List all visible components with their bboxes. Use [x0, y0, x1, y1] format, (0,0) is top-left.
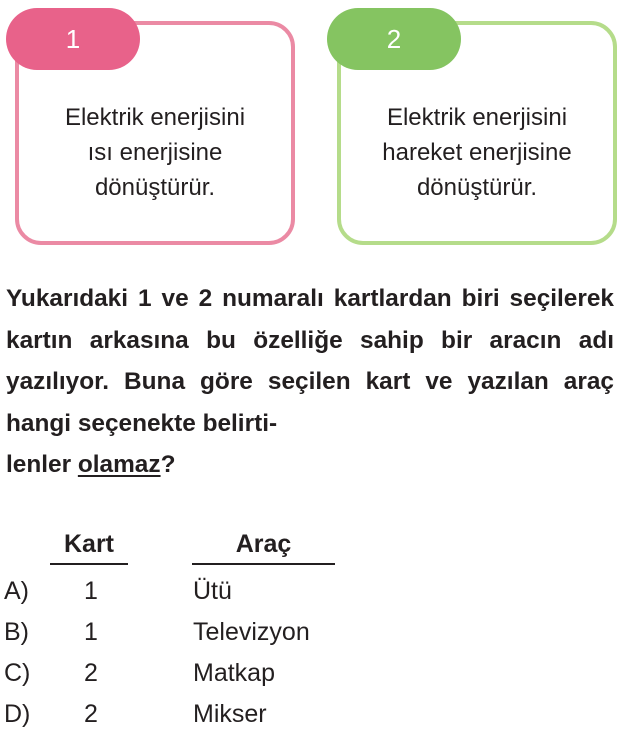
option-d-letter[interactable]: D)	[4, 700, 31, 728]
header-tool: Araç	[235, 530, 292, 558]
card-1-line-3: dönüştürür.	[94, 174, 216, 201]
option-b-letter[interactable]: B)	[4, 618, 29, 646]
option-c-letter[interactable]: C)	[4, 659, 31, 687]
card-1-text	[15, 100, 295, 205]
card-2-line-3: dönüştürür.	[416, 174, 538, 201]
card-1-line-1: Elektrik enerjisini	[64, 104, 246, 131]
card-1-number-badge	[6, 8, 140, 70]
card-2-text	[337, 100, 617, 205]
option-a-card: 1	[84, 577, 98, 605]
card-2-line-1: Elektrik enerjisini	[386, 104, 568, 131]
option-a-letter[interactable]: A)	[4, 577, 29, 605]
question-end: ?	[160, 451, 176, 478]
question-text	[6, 278, 614, 486]
question-part-2: lenler	[6, 451, 78, 478]
header-card-underline	[50, 563, 128, 565]
question-last-line	[6, 444, 614, 486]
option-b-tool: Televizyon	[193, 618, 310, 646]
option-a-tool: Ütü	[193, 577, 232, 605]
question-emphasis: olamaz	[77, 451, 161, 478]
option-d-card: 2	[84, 700, 98, 728]
header-card: Kart	[63, 530, 114, 558]
option-c-tool: Matkap	[193, 659, 275, 687]
card-1-number: 1	[65, 23, 81, 54]
option-c-card: 2	[84, 659, 98, 687]
card-1-line-2: ısı enerjisine	[87, 139, 223, 166]
option-d-tool: Mikser	[193, 700, 267, 728]
header-tool-underline	[192, 563, 335, 565]
card-2-number: 2	[386, 23, 402, 54]
card-2-number-badge	[327, 8, 461, 70]
question-part-1: Yukarıdaki 1 ve 2 numaralı kartlardan biri seçilerek kartın arkasına bu özelliğe sahip bir aracın adı yazılıyor. Buna göre seçilen kart ve yazılan araç hangi seçenekte belirti-	[6, 285, 614, 437]
card-2-line-2: hareket enerjisine	[382, 139, 572, 166]
option-b-card: 1	[84, 618, 98, 646]
